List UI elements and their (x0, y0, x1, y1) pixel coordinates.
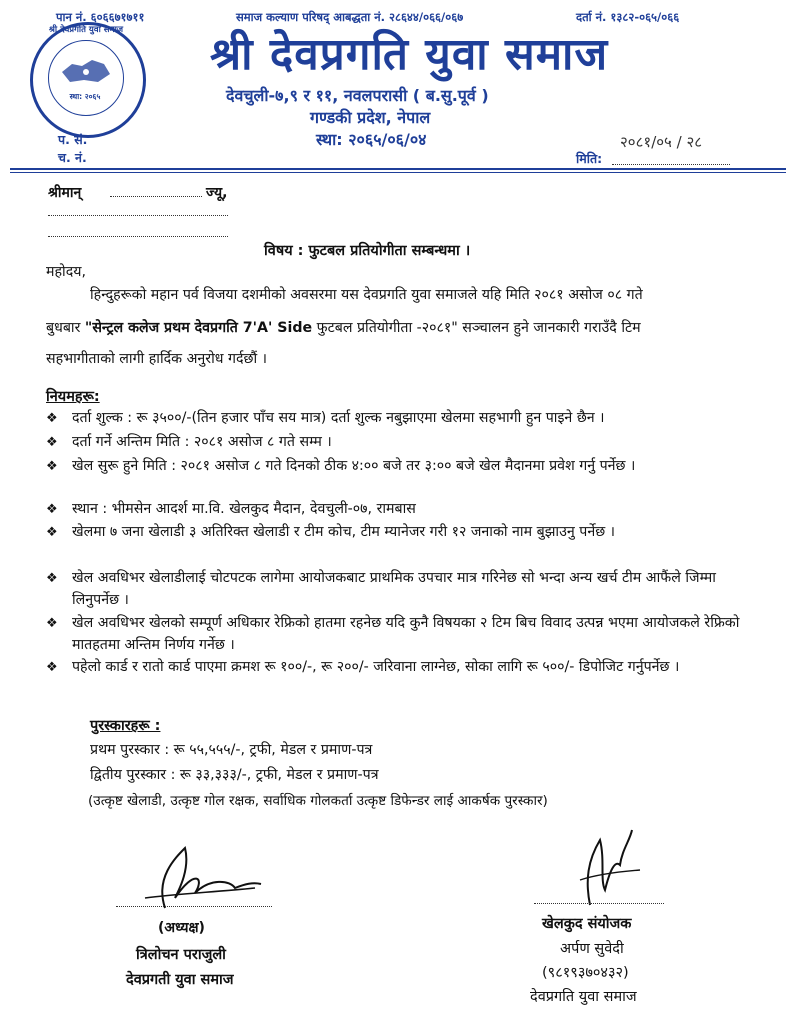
registration-number: दर्ता नं. १३८२-०६५/०६६ (576, 10, 680, 24)
address-line-blank-1 (48, 215, 228, 216)
date-label: मिति: (576, 151, 603, 166)
tournament-name: "सेन्ट्रल कलेज प्रथम देवप्रगति 7'A' Side (84, 320, 313, 336)
rule-item: ❖ खेलमा ७ जना खेलाडी ३ अतिरिक्त खेलाडी र टीम कोच, टीम म्यानेजर गरी १२ जनाको नाम बुझाउनु पर्नेछ । (46, 521, 766, 544)
addressee-salutation: श्रीमान् (48, 185, 82, 201)
coordinator-role: खेलकुद संयोजक (542, 916, 632, 932)
coordinator-phone: (९८१९३७०४३२) (542, 965, 629, 981)
address-line-1: देवचुली-७,९ र ११, नवलपरासी ( ब.सु.पूर्व ) (226, 86, 489, 105)
date-dotted-line (612, 164, 730, 165)
special-prizes-note: (उत्कृष्ट खेलाडी, उत्कृष्ट गोल रक्षक, सर्वाधिक गोलकर्ता उत्कृष्ट डिफेन्डर लाई आकर्षक पुरस्कार) (88, 793, 548, 809)
address-line-2: गण्डकी प्रदेश, नेपाल (310, 108, 431, 127)
diamond-bullet-icon: ❖ (46, 660, 58, 675)
seal-map-icon (58, 52, 114, 90)
chairman-signature-line (116, 906, 272, 907)
diamond-bullet-icon: ❖ (46, 525, 58, 540)
second-prize: द्वितीय पुरस्कार : रू ३३,३३३/-, ट्रफी, मेडल र प्रमाण-पत्र (90, 767, 379, 783)
coordinator-name: अर्पण सुवेदी (560, 941, 624, 957)
letter-number-label: प. सं. (58, 132, 88, 147)
rule-item: ❖ दर्ता शुल्क : रू ३५००/-(तिन हजार पाँच सय मात्र) दर्ता शुल्क नबुझाएमा खेलमा सहभागी हुन पाइने छैन । (46, 407, 766, 430)
rule-item: ❖ खेल अवधिभर खेलको सम्पूर्ण अधिकार रेफ्रिको हातमा रहनेछ यदि कुनै विषयका २ टिम बिच विवाद उत्पन्न भएमा आयोजकले रेफ्रिको मातहतमा अन्तिम निर्णय गर्नेछ । (46, 615, 740, 653)
affiliation-number: समाज कल्याण परिषद् आबद्धता नं. २८६४४/०६६/०६७ (236, 10, 464, 24)
handwritten-date: २०८१/०५ / २८ (620, 133, 703, 151)
dispatch-number-label: च. नं. (58, 150, 87, 165)
coordinator-signature-line (534, 903, 664, 904)
rule-item: ❖ खेल सुरू हुने मिति : २०८१ असोज ८ गते दिनको ठीक ४:०० बजे तर ३:०० बजे खेल मैदानमा प्रवेश गर्नु पर्नेछ । (46, 455, 766, 478)
established-date: स्था: २०६५/०६/०४ (316, 130, 427, 149)
diamond-bullet-icon: ❖ (46, 616, 58, 631)
prizes-heading: पुरस्कारहरू : (90, 718, 161, 734)
pan-number: पान नं. ६०६६७१७११ (56, 10, 145, 24)
body-line-1: हिन्दुहरूको महान पर्व विजया दशमीको अवसरमा यस देवप्रगति युवा समाजले यहि मिति २०८१ असोज ०८ गते (90, 287, 643, 303)
first-prize: प्रथम पुरस्कार : रू ५५,५५५/-, ट्रफी, मेडल र प्रमाण-पत्र (90, 742, 373, 758)
address-line-blank-2 (48, 236, 228, 237)
diamond-bullet-icon: ❖ (46, 411, 58, 426)
diamond-bullet-icon: ❖ (46, 459, 58, 474)
rule-item: ❖ खेल अवधिभर खेलाडीलाई चोटपटक लागेमा आयोजकबाट प्राथमिक उपचार मात्र गरिनेछ सो भन्दा अन्य खर्च टीम आफैंले जिम्मा लिनुपर्नेछ । (46, 570, 716, 608)
body-line-3: सहभागीताको लागी हार्दिक अनुरोध गर्दछौं । (46, 351, 268, 367)
addressee-name-line (110, 196, 202, 197)
body-line-2-end: फुटबल प्रतियोगीता -२०८१" सञ्चालन हुने जानकारी गराउँदै टिम (312, 320, 641, 336)
rule-item: ❖ दर्ता गर्ने अन्तिम मिति : २०८१ असोज ८ गते सम्म । (46, 431, 766, 454)
body-line-2-start: बुधबार (46, 320, 85, 336)
rule-item: ❖ स्थान : भीमसेन आदर्श मा.वि. खेलकुद मैदान, देवचुली-०७, रामबास (46, 498, 766, 521)
greeting: महोदय, (46, 264, 86, 280)
rule-item: ❖ पहेलो कार्ड र रातो कार्ड पाएमा क्रमश रू १००/-, रू २००/- जरिवाना लाग्नेछ, सोका लागि रू ५००/- डिपोजिट गर्नुपर्नेछ । (46, 656, 766, 679)
addressee-suffix: ज्यू, (206, 185, 228, 201)
diamond-bullet-icon: ❖ (46, 435, 58, 450)
organization-name: श्री देवप्रगति युवा समाज (210, 29, 609, 80)
seal-ring-text: श्री देवप्रगति युवा समाज (48, 25, 124, 35)
coordinator-organization: देवप्रगति युवा समाज (530, 989, 637, 1005)
chairman-organization: देवप्रगती युवा समाज (126, 972, 234, 988)
chairman-name: त्रिलोचन पराजुली (136, 947, 226, 963)
rules-heading: नियमहरू: (46, 389, 100, 405)
diamond-bullet-icon: ❖ (46, 571, 58, 586)
body-line-2 (46, 314, 641, 343)
coordinator-signature (560, 820, 650, 910)
letterhead-rule (10, 168, 786, 170)
subject-line: विषय : फुटबल प्रतियोगीता सम्बन्धमा । (264, 243, 471, 259)
seal-date: स्था: २०६५ (69, 92, 101, 101)
letterhead-rule-thin (10, 172, 786, 173)
chairman-role: (अध्यक्ष) (158, 920, 205, 936)
diamond-bullet-icon: ❖ (46, 502, 58, 517)
